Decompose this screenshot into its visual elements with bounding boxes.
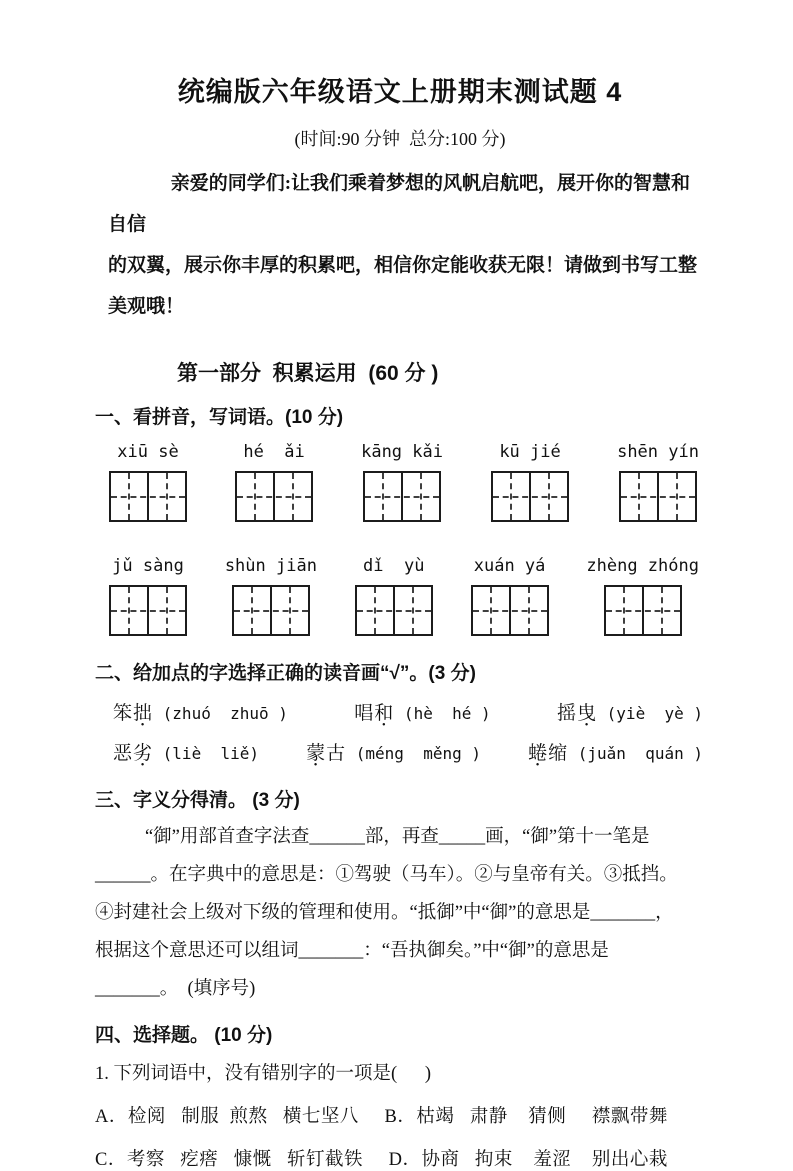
pinyin-options: (juǎn quán ) xyxy=(568,744,703,763)
grid-cell xyxy=(621,473,657,520)
dotted-char: 和 xyxy=(374,703,395,724)
writing-grid xyxy=(604,585,682,636)
grid-cell xyxy=(147,587,185,634)
pinyin-grid-unit xyxy=(355,556,433,636)
grid-cell xyxy=(642,587,680,634)
pinyin-label: hé ǎi xyxy=(243,442,305,462)
word xyxy=(113,743,153,764)
word-pronunciation-row-2 xyxy=(95,738,705,765)
writing-grid xyxy=(235,471,313,522)
pinyin-options: (hè hé ) xyxy=(394,704,491,723)
word xyxy=(528,743,568,764)
grid-cell xyxy=(111,587,147,634)
grid-cell xyxy=(237,473,273,520)
pinyin-label: jǔ sàng xyxy=(112,556,184,576)
word-pronunciation-item xyxy=(113,698,288,725)
q4-heading: 四、选择题。 (10 分) xyxy=(95,1025,273,1046)
grid-cell xyxy=(147,473,185,520)
writing-grid xyxy=(471,585,549,636)
q2-heading: 二、给加点的字选择正确的读音画“√”。(3 分) xyxy=(95,663,476,684)
word xyxy=(354,703,394,724)
pinyin-grid-row-1 xyxy=(95,442,705,522)
grid-cell xyxy=(393,587,431,634)
writing-grid xyxy=(355,585,433,636)
pinyin-grid-unit xyxy=(361,442,443,522)
writing-grid xyxy=(619,471,697,522)
char: 笨 xyxy=(113,703,134,724)
writing-grid xyxy=(109,471,187,522)
page-title: 统编版六年级语文上册期末测试题 4 xyxy=(177,77,623,107)
page-subtitle: (时间:90 分钟 总分:100 分) xyxy=(294,129,506,149)
word-pronunciation-item xyxy=(528,738,703,765)
pinyin-grid-unit xyxy=(225,556,317,636)
word xyxy=(113,703,153,724)
grid-cell xyxy=(657,473,695,520)
q4-options-ab: A．检阅 制服 煎熬 横七坚八 B．枯竭 肃静 猜侧 襟飘带舞 xyxy=(95,1107,668,1127)
pinyin-grid-unit xyxy=(491,442,569,522)
pinyin-label: shēn yín xyxy=(617,442,699,462)
pinyin-options: (méng měng ) xyxy=(346,744,481,763)
pinyin-options: (yiè yè ) xyxy=(597,704,703,723)
word-pronunciation-item xyxy=(113,738,259,765)
q1-heading: 一、看拼音，写词语。(10 分) xyxy=(95,407,344,428)
writing-grid xyxy=(109,585,187,636)
q3-line: 根据这个意思还可以组词_______：“吾执御矣。”中“御”的意思是 xyxy=(95,941,609,961)
word xyxy=(557,703,597,724)
writing-grid xyxy=(491,471,569,522)
grid-cell xyxy=(473,587,509,634)
q3-line: “御”用部首查字法查______部，再查_____画，“御”第十一笔是 xyxy=(144,827,650,847)
dotted-char: 拙 xyxy=(133,703,154,724)
pinyin-label: kāng kǎi xyxy=(361,442,443,462)
word xyxy=(306,743,346,764)
grid-cell xyxy=(270,587,308,634)
pinyin-label: zhèng zhóng xyxy=(586,556,699,576)
q3-heading: 三、字义分得清。 (3 分) xyxy=(95,790,300,811)
q3-passage xyxy=(95,818,705,1008)
char: 恶 xyxy=(113,743,134,764)
grid-cell xyxy=(111,473,147,520)
pinyin-label: dǐ yù xyxy=(363,556,425,576)
pinyin-grid-unit xyxy=(617,442,699,522)
q4-question-1: 1. 下列词语中，没有错别字的一项是( ) xyxy=(95,1064,432,1084)
pinyin-grid-unit xyxy=(586,556,699,636)
intro-line: 美观哦！ xyxy=(108,296,185,317)
grid-cell xyxy=(606,587,642,634)
pinyin-grid-unit xyxy=(109,556,187,636)
q4-options-cd: C．考察 疙瘩 慷慨 斩钉截铁 D．协商 拘束 羞涩 别出心栽 xyxy=(95,1150,668,1170)
pinyin-label: xiū sè xyxy=(117,442,179,462)
dotted-char: 蜷 xyxy=(528,743,549,764)
grid-cell xyxy=(234,587,270,634)
pinyin-label: shùn jiān xyxy=(224,556,317,576)
writing-grid xyxy=(232,585,310,636)
pinyin-label: kū jié xyxy=(499,442,561,462)
intro-line: 的双翼，展示你丰厚的积累吧，相信你定能收获无限！请做到书写工整 xyxy=(108,255,698,276)
char: 摇 xyxy=(557,703,578,724)
pinyin-grid-unit xyxy=(471,556,549,636)
word-pronunciation-item xyxy=(354,698,490,725)
grid-cell xyxy=(401,473,439,520)
pinyin-grid-row-2 xyxy=(95,556,705,636)
grid-cell xyxy=(365,473,401,520)
pinyin-grid-unit xyxy=(109,442,187,522)
dotted-char: 曳 xyxy=(577,703,598,724)
grid-cell xyxy=(529,473,567,520)
grid-cell xyxy=(509,587,547,634)
intro-line: 亲爱的同学们:让我们乘着梦想的风帆启航吧，展开你的智慧和自信 xyxy=(108,173,691,235)
intro-paragraph xyxy=(108,163,705,327)
pinyin-options: (liè liě) xyxy=(153,744,259,763)
pinyin-options: (zhuó zhuō ) xyxy=(153,704,288,723)
part1-heading: 第一部分 积累运用 (60 分 ) xyxy=(177,362,439,385)
q3-line: _______。 (填序号) xyxy=(95,979,256,999)
char: 缩 xyxy=(548,743,569,764)
word-pronunciation-item xyxy=(557,698,703,725)
writing-grid xyxy=(363,471,441,522)
grid-cell xyxy=(493,473,529,520)
word-pronunciation-item xyxy=(306,738,481,765)
pinyin-grid-unit xyxy=(235,442,313,522)
dotted-char: 蒙 xyxy=(306,743,327,764)
char: 古 xyxy=(326,743,347,764)
word-pronunciation-row-1 xyxy=(95,698,705,725)
q3-line: ④封建社会上级对下级的管理和使用。“抵御”中“御”的意思是_______， xyxy=(95,903,674,923)
grid-cell xyxy=(273,473,311,520)
dotted-char: 劣 xyxy=(133,743,154,764)
q3-line: ______。在字典中的意思是：①驾驶（马车）。②与皇帝有关。③抵挡。 xyxy=(95,865,678,885)
char: 唱 xyxy=(354,703,375,724)
grid-cell xyxy=(357,587,393,634)
pinyin-label: xuán yá xyxy=(473,556,546,576)
